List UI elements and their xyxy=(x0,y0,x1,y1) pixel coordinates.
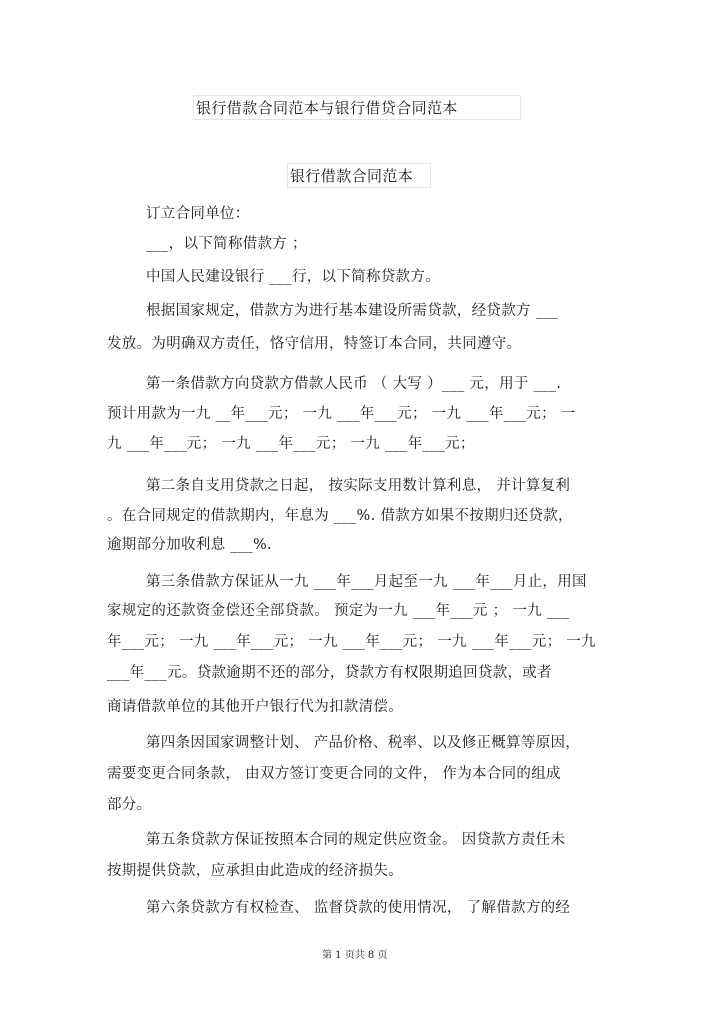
document-title: 银行借款合同范本与银行借贷合同范本 xyxy=(193,95,521,120)
body-line-18: 需要变更合同条款， 由双方签订变更合同的文件， 作为本合同的组成 xyxy=(107,766,561,782)
body-line-10: 。在合同规定的借款期内，年息为 ___%. 借款方如果不按期归还贷款， xyxy=(107,508,573,524)
body-line-2: ___，以下简称借款方 ； xyxy=(146,236,307,252)
body-line-22: 第六条贷款方有权检查、 监督贷款的使用情况， 了解借款方的经 xyxy=(146,900,571,916)
body-line-4: 根据国家规定，借款方为进行基本建设所需贷款，经贷款方 ___ xyxy=(146,303,559,319)
body-line-14: 年___元； 一九 ___年___元； 一九 ___年___元； 一九 ___年___元； 一九 xyxy=(107,634,596,650)
body-line-6: 第一条借款方向贷款方借款人民币 （ 大写 ）___ 元，用于 ___. xyxy=(146,376,562,392)
body-line-16: 商请借款单位的其他开户银行代为扣款清偿。 xyxy=(107,699,403,715)
body-line-21: 按期提供贷款，应承担由此造成的经济损失。 xyxy=(107,863,403,879)
body-line-12: 第三条借款方保证从一九 ___年___月起至一九 ___年___月止，用国 xyxy=(146,574,587,590)
section-title: 银行借款合同范本 xyxy=(287,163,431,188)
body-line-9: 第二条自支用贷款之日起， 按实际支用数计算利息， 并计算复利 xyxy=(146,478,571,494)
body-line-1: 订立合同单位： xyxy=(146,206,250,222)
body-line-15: ___年___元。贷款逾期不还的部分，贷款方有权限期追回贷款，或者 xyxy=(107,665,552,681)
body-line-7: 预计用款为一九 __年___元； 一九 ___年___元； 一九 ___年___元； 一 xyxy=(107,406,576,422)
body-line-11: 逾期部分加收利息 ___%. xyxy=(107,537,272,553)
body-line-5: 发放。为明确双方责任，恪守信用，特签订本合同，共同遵守。 xyxy=(107,336,522,352)
body-line-13: 家规定的还款资金偿还全部贷款。 预定为一九 ___年___元 ； 一九 ___ xyxy=(107,603,570,619)
body-line-19: 部分。 xyxy=(107,797,152,813)
page-footer: 第 1 页共 8 页 xyxy=(322,950,388,961)
body-line-3: 中国人民建设银行 ___行，以下简称贷款方。 xyxy=(146,269,440,285)
body-line-8: 九 ___年___元； 一九 ___年___元； 一九 ___年___元； xyxy=(107,436,475,452)
body-line-17: 第四条因国家调整计划、 产品价格、税率、以及修正概算等原因， xyxy=(146,735,581,751)
body-line-20: 第五条贷款方保证按照本合同的规定供应资金。 因贷款方责任未 xyxy=(146,832,566,848)
